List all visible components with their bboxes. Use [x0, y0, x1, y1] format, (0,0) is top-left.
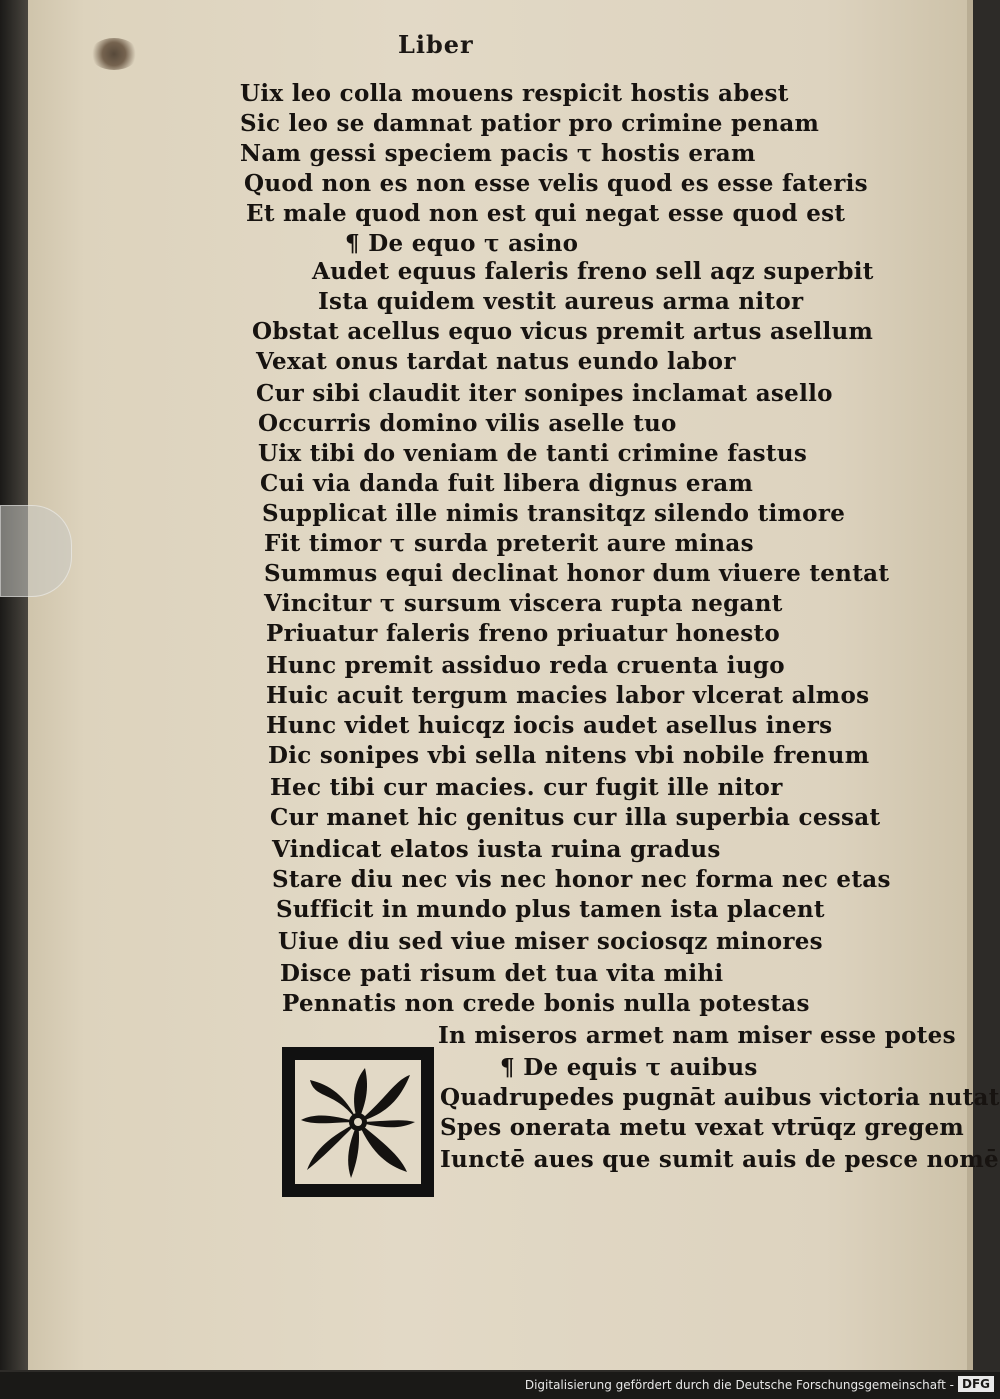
verse-line: Sufficit in mundo plus tamen ista placent: [276, 896, 825, 923]
verse-line: Vexat onus tardat natus eundo labor: [256, 348, 736, 375]
verse-line: Hec tibi cur macies. cur fugit ille nitor: [270, 774, 783, 801]
verse-line: Priuatur faleris freno priuatur honesto: [266, 620, 781, 647]
woodcut-initial-q: [282, 1047, 434, 1197]
book-gutter: [0, 0, 28, 1370]
verse-line: Cur sibi claudit iter sonipes inclamat asello: [256, 380, 833, 407]
verse-line: Hunc videt huicqz iocis audet asellus iners: [266, 712, 833, 739]
verse-line: Summus equi declinat honor dum viuere tentat: [264, 560, 890, 587]
verse-line: Cur manet hic genitus cur illa superbia cessat: [270, 804, 881, 831]
ink-stain: [90, 38, 138, 70]
woodcut-inner: [295, 1060, 421, 1184]
verse-line: Vindicat elatos iusta ruina gradus: [272, 836, 721, 863]
verse-line: Quod non es non esse velis quod es esse fateris: [244, 170, 868, 197]
verse-line: Et male quod non est qui negat esse quod est: [246, 200, 846, 227]
verse-line: Sic leo se damnat patior pro crimine penam: [240, 110, 820, 137]
section-heading: ¶ De equo τ asino: [345, 230, 579, 257]
section-heading-text: De equo τ asino: [368, 230, 579, 257]
page-header: Liber: [398, 30, 474, 59]
verse-line: Dic sonipes vbi sella nitens vbi nobile frenum: [268, 742, 870, 769]
verse-line: Hunc premit assiduo reda cruenta iugo: [266, 652, 785, 679]
verse-line: Huic acuit tergum macies labor vlcerat almos: [266, 682, 870, 709]
verse-line: Quadrupedes pugnāt auibus victoria nutat: [440, 1084, 1000, 1111]
page-clip: [0, 505, 72, 597]
verse-line: Vincitur τ sursum viscera rupta negant: [264, 590, 783, 617]
verse-line: Ista quidem vestit aureus arma nitor: [318, 288, 804, 315]
verse-line: Nam gessi speciem pacis τ hostis eram: [240, 140, 756, 167]
verse-line: Stare diu nec vis nec honor nec forma nec etas: [272, 866, 891, 893]
verse-line: Pennatis non crede bonis nulla potestas: [282, 990, 810, 1017]
woodcut-foliage-icon: [295, 1060, 421, 1184]
funding-credit: Digitalisierung gefördert durch die Deutsche Forschungsgemeinschaft -: [524, 1378, 954, 1392]
section-heading: ¶ De equis τ auibus: [500, 1054, 758, 1081]
section-heading-text: De equis τ auibus: [523, 1054, 758, 1081]
footer-bar: [0, 1372, 1000, 1399]
verse-line: Obstat acellus equo vicus premit artus asellum: [252, 318, 874, 345]
verse-line: Uix tibi do veniam de tanti crimine fastus: [258, 440, 808, 467]
verse-line: Iunctē aues que sumit auis de pesce nomē: [440, 1146, 999, 1173]
verse-line: Uix leo colla mouens respicit hostis abest: [240, 80, 789, 107]
verse-line: Cui via danda fuit libera dignus eram: [260, 470, 754, 497]
verse-line: Disce pati risum det tua vita mihi: [280, 960, 724, 987]
verse-line: Uiue diu sed viue miser sociosqz minores: [278, 928, 823, 955]
dfg-logo: DFG: [958, 1376, 994, 1392]
verse-line: Fit timor τ surda preterit aure minas: [264, 530, 754, 557]
verse-line: Spes onerata metu vexat vtrūqz gregem: [440, 1114, 965, 1141]
verse-line: In miseros armet nam miser esse potes: [438, 1022, 956, 1049]
verse-line: Occurris domino vilis aselle tuo: [258, 410, 677, 437]
verse-line: Supplicat ille nimis transitqz silendo timore: [262, 500, 846, 527]
verse-line: Audet equus faleris freno sell aqz superbit: [312, 258, 874, 285]
